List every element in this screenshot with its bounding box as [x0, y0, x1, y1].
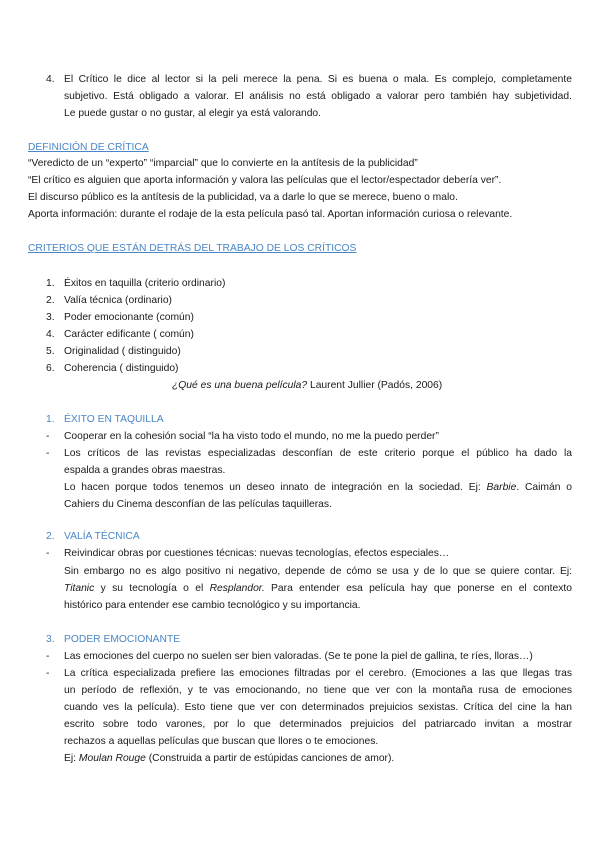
list-number: 1.	[46, 278, 55, 289]
list-number: 5.	[46, 346, 55, 357]
paragraph-line: rechazos a aquellas películas que buscan que llores o te emociones.	[64, 736, 379, 747]
paragraph-line: Sin embargo no es algo positivo ni negativo, depende de cómo se usa y de lo que se quiere contar. Ej:	[64, 566, 572, 577]
section-heading-criterios: CRITERIOS QUE ESTÁN DETRÁS DEL TRABAJO DE LOS CRÍTICOS	[28, 243, 357, 254]
bullet-dash: -	[46, 548, 50, 559]
film-title: Barbie	[486, 482, 517, 493]
paragraph-line: Cahiers du Cinema desconfían de las películas taquilleras.	[64, 499, 332, 510]
text-run: Para entender esa película hay que ponerse en el contexto	[264, 583, 572, 594]
section-heading-definicion: DEFINICIÓN DE CRÍTICA	[28, 142, 149, 153]
paragraph-line: El Crítico le dice al lector si la peli merece la pena. Si es buena o mala. Es complejo, completamente	[64, 74, 572, 85]
list-item: Originalidad ( distinguido)	[64, 346, 181, 357]
paragraph-line: Las emociones del cuerpo no suelen ser bien valoradas. (Se te pone la piel de gallina, te ríes, lloras…)	[64, 651, 533, 662]
film-title: Titanic	[64, 583, 95, 594]
text-run: Lo hacen porque todos tenemos un deseo innato de integración en la sociedad. Ej:	[64, 482, 487, 493]
list-item: Éxitos en taquilla (criterio ordinario)	[64, 278, 226, 289]
list-number: 3.	[46, 312, 55, 323]
paragraph-line: Le puede gustar o no gustar, al elegir ya está valorando.	[64, 108, 322, 119]
paragraph-line: histórico para entender ese cambio tecnológico y su importancia.	[64, 600, 361, 611]
list-item: Poder emocionante (común)	[64, 312, 194, 323]
paragraph-line: subjetivo. Está obligado a valorar. El análisis no está obligado a valorar pero también hay subjetividad.	[64, 91, 572, 102]
paragraph-line: escrito sobre todo varones, por lo que determinados prejuicios del patriarcado invitan a mostrar	[64, 719, 572, 730]
list-item: Carácter edificante ( común)	[64, 329, 194, 340]
list-item: Valía técnica (ordinario)	[64, 295, 172, 306]
paragraph-line: Los críticos de las revistas especializadas desconfían de este criterio porque el público ha dado la	[64, 448, 572, 459]
list-number: 4.	[46, 329, 55, 340]
text-run: (Construida a partir de estúpidas canciones de amor).	[145, 753, 395, 764]
list-item: Coherencia ( distinguido)	[64, 363, 179, 374]
text-run: . Caimán o	[516, 482, 572, 493]
paragraph-line: El discurso público es la antítesis de la publicidad, va a darle lo que se merece, bueno o malo.	[28, 192, 458, 203]
book-title: ¿Qué es una buena película?	[172, 380, 308, 391]
list-number: 6.	[46, 363, 55, 374]
paragraph-line: un período de reflexión, y te vas emocionando, no tiene que ver con la montaña rusa de emociones	[64, 685, 572, 696]
subsection-heading-valia: VALÍA TÉCNICA	[64, 531, 140, 542]
paragraph-line: cuando ves la película). Esto tiene que ver con determinados prejuicios sexistas. Crítica del cine la han	[64, 702, 572, 713]
paragraph-line: La crítica especializada prefiere las emociones filtradas por el cerebro. (Emociones a las que llegas tras	[64, 668, 572, 679]
paragraph-line: Cooperar en la cohesión social “la ha visto todo el mundo, no me la puedo perder”	[64, 431, 439, 442]
bullet-dash: -	[46, 651, 50, 662]
book-author: Laurent Jullier (Padós, 2006)	[307, 380, 443, 391]
paragraph-line	[64, 480, 572, 497]
paragraph-line	[64, 751, 394, 768]
paragraph-line	[64, 581, 572, 598]
text-run: Ej:	[64, 753, 79, 764]
list-number: 4.	[46, 74, 55, 85]
paragraph-line: “El crítico es alguien que aporta información y valora las películas que el lector/espectador debería ver”.	[28, 175, 502, 186]
list-number: 2.	[46, 295, 55, 306]
subsection-number: 1.	[46, 414, 55, 425]
film-title: Moulan Rouge	[78, 753, 146, 764]
bullet-dash: -	[46, 448, 50, 459]
paragraph-line: espalda a grandes obras maestras.	[64, 465, 226, 476]
text-run: y su tecnología o el	[94, 583, 210, 594]
bullet-dash: -	[46, 431, 50, 442]
bullet-dash: -	[46, 668, 50, 679]
film-title: Resplandor.	[209, 583, 265, 594]
paragraph-line: Aporta información: durante el rodaje de la esta película pasó tal. Aportan información curiosa o relevante.	[28, 209, 513, 220]
paragraph-line: Reivindicar obras por cuestiones técnicas: nuevas tecnologías, efectos especiales…	[64, 548, 450, 559]
paragraph-line: “Veredicto de un “experto” “imparcial” que lo convierte en la antítesis de la publicidad”	[28, 158, 418, 169]
subsection-number: 2.	[46, 531, 55, 542]
subsection-heading-poder: PODER EMOCIONANTE	[64, 634, 181, 645]
subsection-heading-exito: ÉXITO EN TAQUILLA	[64, 414, 164, 425]
subsection-number: 3.	[46, 634, 55, 645]
book-reference	[172, 378, 442, 395]
